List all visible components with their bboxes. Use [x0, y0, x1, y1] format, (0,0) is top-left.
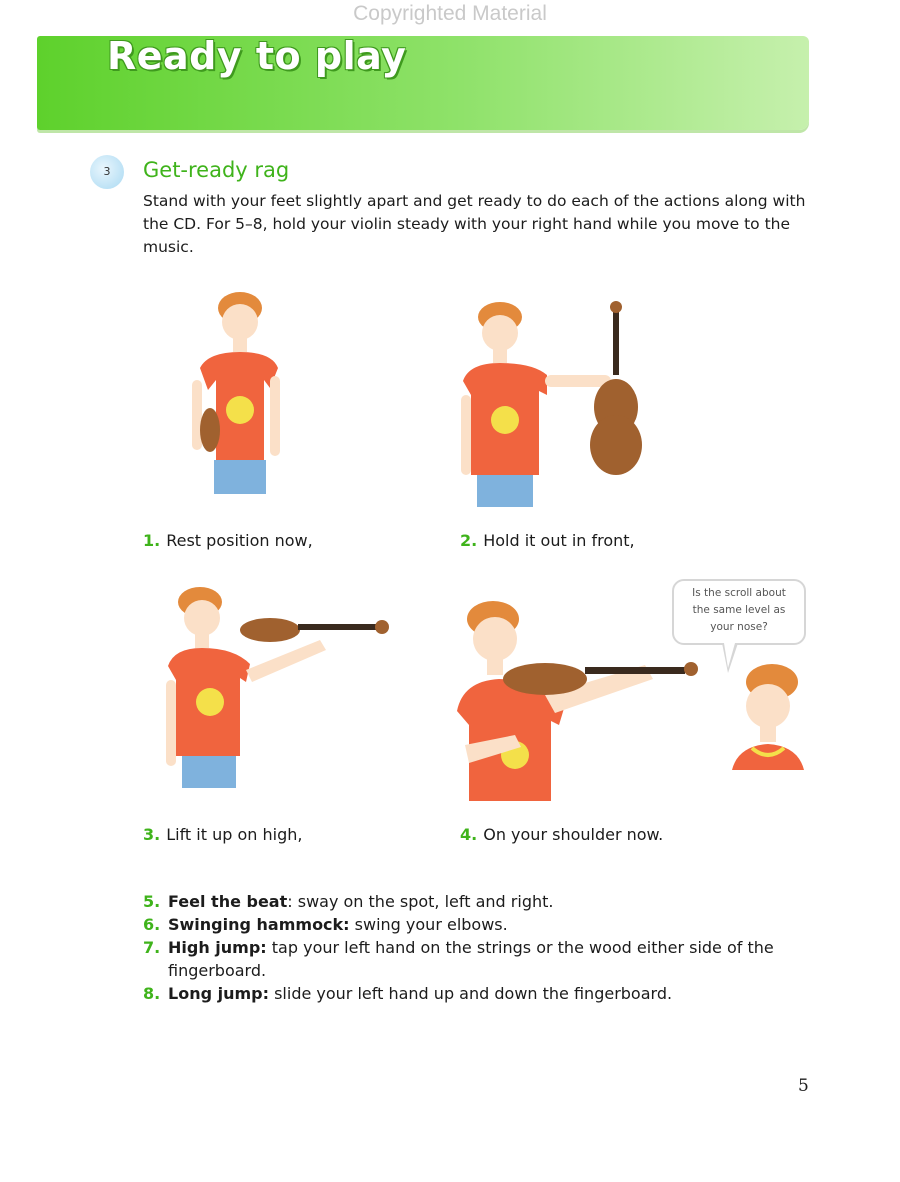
- step-2-number: 2.: [460, 531, 478, 550]
- action-6-term: Swinging hammock:: [168, 915, 350, 934]
- action-8-text: slide your left hand up and down the fingerboard.: [274, 984, 673, 1003]
- speech-bubble-line-2: the same level as: [692, 604, 786, 616]
- chapter-title: Ready to play: [107, 34, 407, 78]
- page-number: 5: [798, 1076, 809, 1096]
- step-1-number: 1.: [143, 531, 161, 550]
- step-1-text: Rest position now,: [166, 531, 313, 550]
- step-2-caption: [460, 531, 635, 550]
- action-8-number: 8.: [143, 984, 161, 1003]
- step-3-text: Lift it up on high,: [166, 825, 303, 844]
- action-5-term: Feel the beat: [168, 892, 288, 911]
- step-4-caption: [460, 825, 663, 844]
- action-5-text: sway on the spot, left and right.: [297, 892, 554, 911]
- hold-out-illustration: [455, 295, 665, 515]
- action-5-number: 5.: [143, 892, 161, 911]
- step-2-text: Hold it out in front,: [483, 531, 635, 550]
- speech-bubble-line-1: Is the scroll about: [692, 587, 786, 599]
- action-7-text: tap your left hand on the strings or the wood either side of the fingerboard.: [168, 938, 774, 980]
- lift-high-illustration: [160, 580, 400, 795]
- action-6-text: swing your elbows.: [354, 915, 508, 934]
- action-8-term: Long jump:: [168, 984, 269, 1003]
- step-3-number: 3.: [143, 825, 161, 844]
- action-item-6: [143, 913, 803, 936]
- step-4-text: On your shoulder now.: [483, 825, 664, 844]
- action-item-7: [143, 936, 803, 982]
- step-4-number: 4.: [460, 825, 478, 844]
- action-item-8: [143, 982, 803, 1005]
- rest-position-illustration: [178, 280, 288, 500]
- speech-bubble: [672, 579, 806, 645]
- speech-bubble-line-3: your nose?: [710, 621, 768, 633]
- step-3-caption: [143, 825, 302, 844]
- action-item-5: 5. Feel the beat: sway on the spot, left and right.: [143, 892, 554, 911]
- step-1-caption: [143, 531, 313, 550]
- cd-track-icon: 3: [90, 155, 124, 189]
- action-7-number: 7.: [143, 938, 161, 957]
- actions-list: [143, 890, 803, 1005]
- section-title: Get-ready rag: [143, 158, 290, 182]
- copyright-watermark: Copyrighted Material: [353, 2, 547, 25]
- intro-paragraph: Stand with your feet slightly apart and get ready to do each of the actions along with the CD. For 5–8, hold your violin steady with your right hand while you move to the music.: [143, 192, 806, 256]
- action-7-term: High jump:: [168, 938, 267, 957]
- teacher-head-illustration: [728, 660, 808, 775]
- action-6-number: 6.: [143, 915, 161, 934]
